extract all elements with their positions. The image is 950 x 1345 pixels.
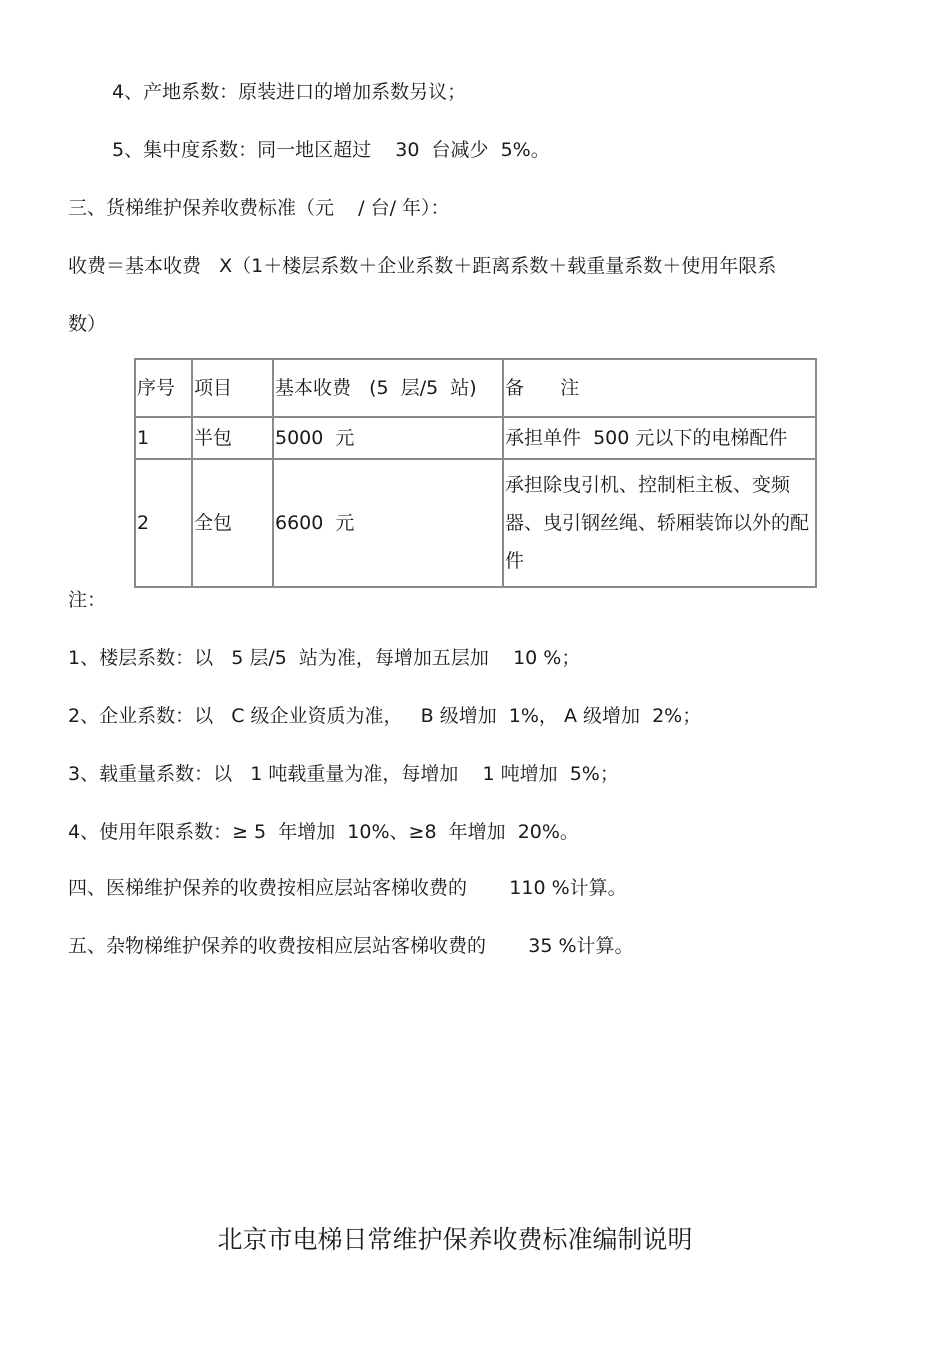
- formula-line-1: 收费＝基本收费 X（1＋楼层系数＋企业系数＋距离系数＋载重量系数＋使用年限系: [68, 255, 777, 277]
- section3-heading: 三、货梯维护保养收费标准（元 / 台/ 年）：: [68, 197, 450, 219]
- table-row: [135, 459, 816, 587]
- row1-fee: 5000 元: [273, 417, 503, 459]
- formula-line-2: 数）: [68, 313, 107, 335]
- header-fee: 基本收费 (5 层/5 站): [273, 359, 503, 417]
- row1-item: 半包: [192, 417, 273, 459]
- table-header-row: [135, 359, 816, 417]
- row2-fee: 6600 元: [273, 459, 503, 587]
- document-title: 北京市电梯日常维护保养收费标准编制说明: [217, 1225, 693, 1254]
- row2-note: 承担除曳引机、控制柜主板、变频器、曳引钢丝绳、轿厢装饰以外的配件: [503, 459, 816, 587]
- notes-label: 注：: [68, 589, 107, 611]
- header-item: 项目: [192, 359, 273, 417]
- row2-item: 全包: [192, 459, 273, 587]
- section5-text: 五、杂物梯维护保养的收费按相应层站客梯收费的 35 %计算。: [68, 935, 634, 957]
- header-note: 备 注: [503, 359, 816, 417]
- fee-table: [134, 358, 817, 588]
- row2-no: 2: [135, 459, 192, 587]
- note-enterprise-coefficient: 2、企业系数：以 C 级企业资质为准， B 级增加 1%， A 级增加 2%；: [68, 705, 702, 727]
- row1-no: 1: [135, 417, 192, 459]
- origin-coefficient-text: 4、产地系数：原装进口的增加系数另议；: [112, 81, 467, 103]
- note-load-coefficient: 3、载重量系数：以 1 吨载重量为准，每增加 1 吨增加 5%；: [68, 763, 619, 785]
- note-floor-coefficient: 1、楼层系数：以 5 层/5 站为准，每增加五层加 10 %；: [68, 647, 581, 669]
- header-no: 序号: [135, 359, 192, 417]
- section4-text: 四、医梯维护保养的收费按相应层站客梯收费的 110 %计算。: [68, 877, 627, 899]
- note-age-coefficient: 4、使用年限系数：≥ 5 年增加 10%、≥8 年增加 20%。: [68, 821, 579, 843]
- table-row: [135, 417, 816, 459]
- concentration-coefficient-text: 5、集中度系数：同一地区超过 30 台减少 5%。: [112, 139, 550, 161]
- row1-note: 承担单件 500 元以下的电梯配件: [503, 417, 816, 459]
